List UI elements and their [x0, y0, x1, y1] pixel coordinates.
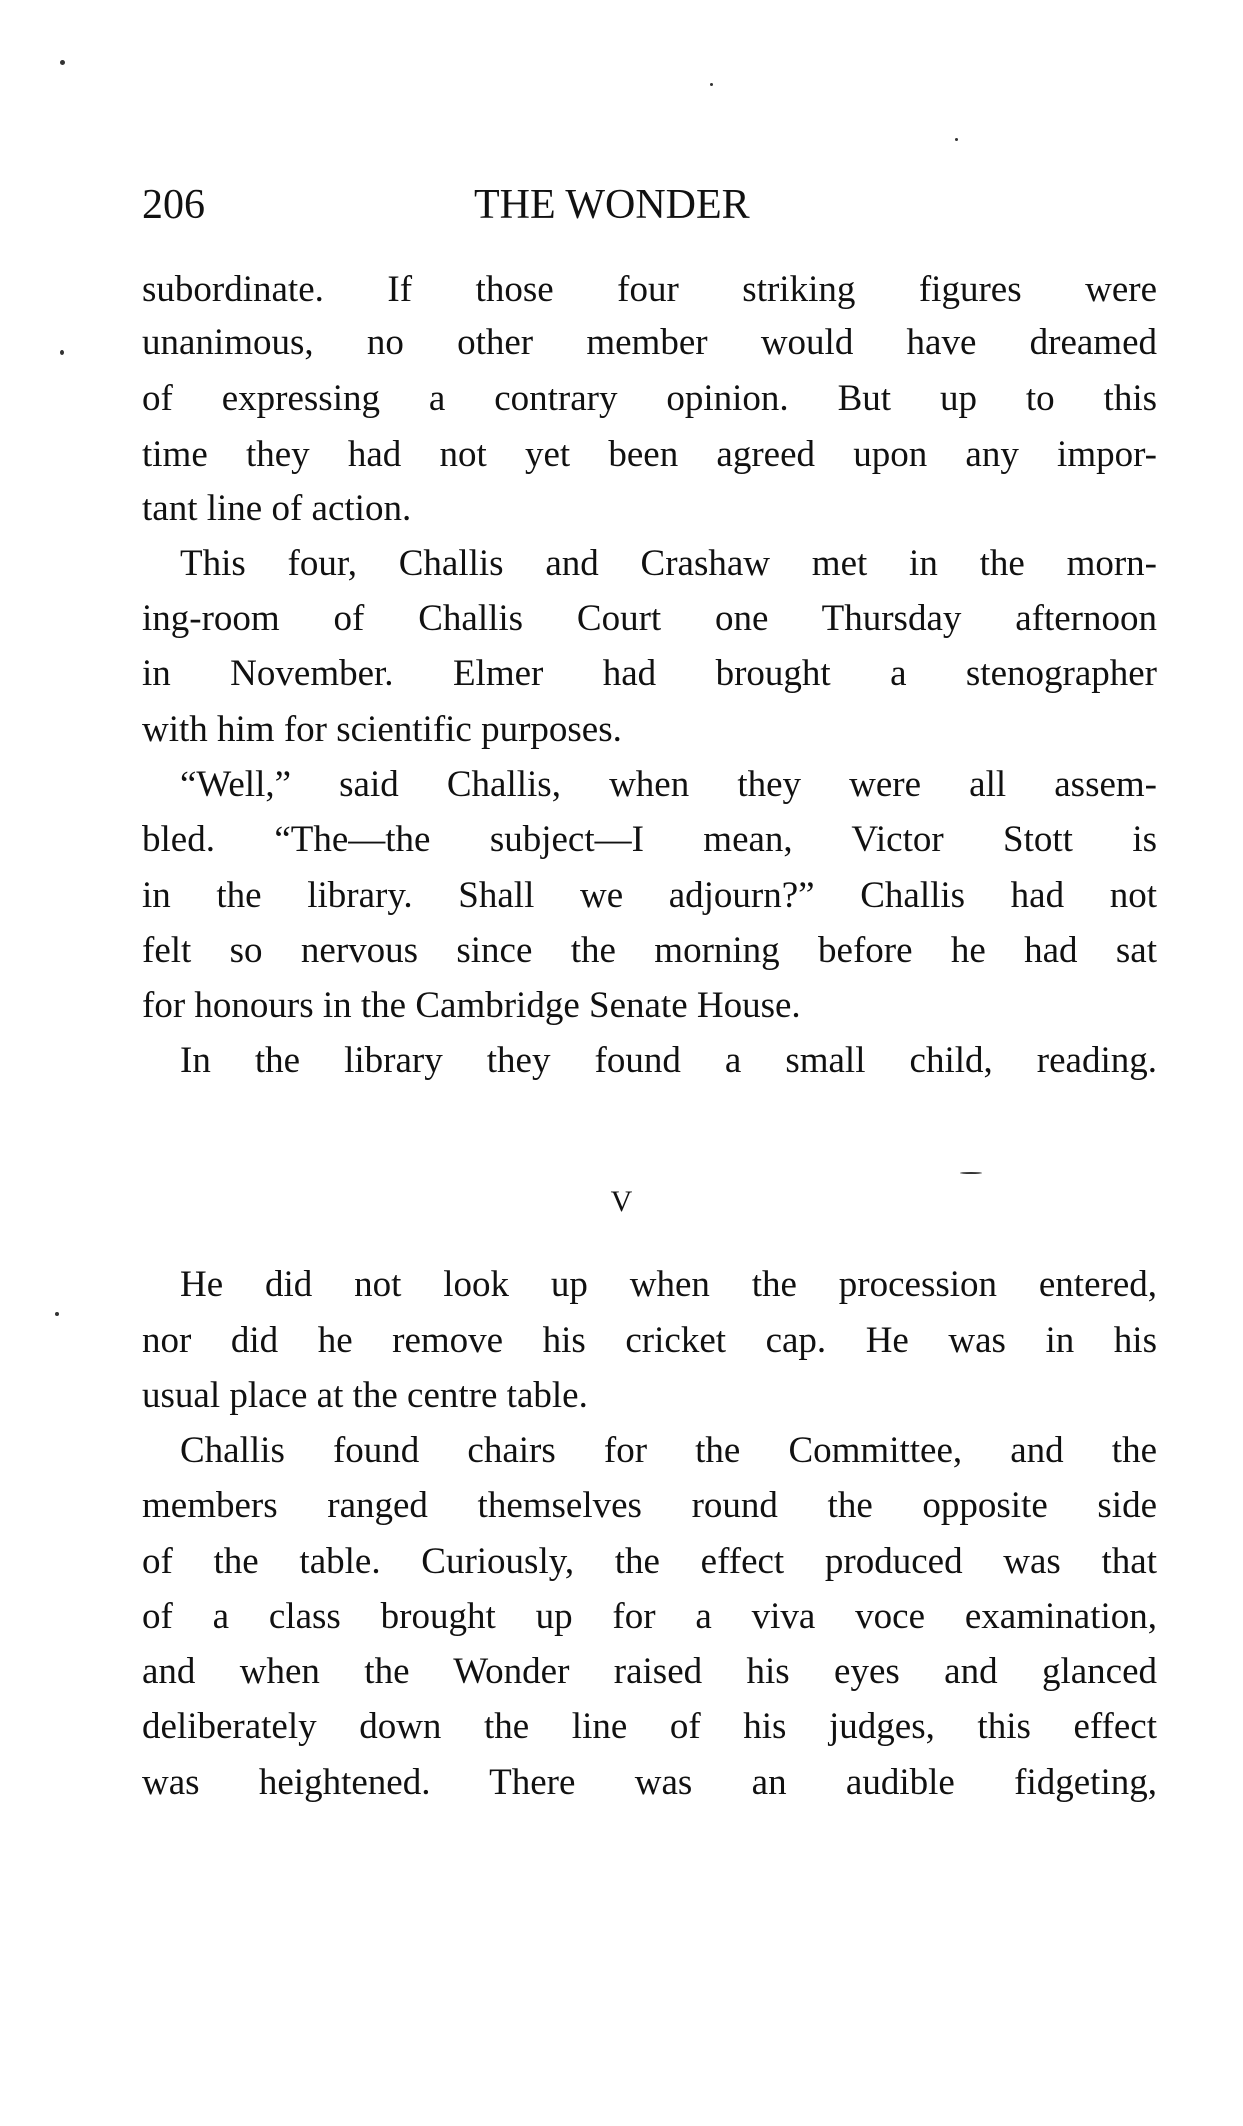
page-number: 206 [142, 182, 205, 228]
text-line: This four, Challis and Crashaw met in the morn- [180, 543, 1157, 584]
text-line: deliberately down the line of his judges, this effect [142, 1706, 1157, 1747]
text-line: usual place at the centre table. [142, 1375, 588, 1416]
running-title: THE WONDER [474, 182, 750, 228]
text-line: He did not look up when the procession entered, [180, 1264, 1157, 1305]
text-line: and when the Wonder raised his eyes and glanced [142, 1651, 1157, 1692]
text-line: bled. “The—the subject—I mean, Victor Stott is [142, 819, 1157, 860]
scan-speck [55, 1312, 59, 1316]
text-line: ing-room of Challis Court one Thursday afternoon [142, 598, 1157, 639]
text-line: subordinate. If those four striking figures were [142, 269, 1157, 310]
scan-speck [710, 83, 713, 86]
text-line: “Well,” said Challis, when they were all assem- [180, 764, 1157, 805]
text-line: tant line of action. [142, 488, 412, 529]
text-line: unanimous, no other member would have dreamed [142, 322, 1157, 363]
text-line: in November. Elmer had brought a stenographer [142, 653, 1157, 694]
text-line: of expressing a contrary opinion. But up to this [142, 378, 1157, 419]
text-line: with him for scientific purposes. [142, 709, 622, 750]
scan-speck [960, 1172, 982, 1174]
text-line: time they had not yet been agreed upon any impor- [142, 434, 1157, 475]
section-heading: V [610, 1185, 633, 1218]
text-line: In the library they found a small child, reading. [180, 1040, 1157, 1081]
scan-speck [955, 138, 958, 141]
text-line: of the table. Curiously, the effect produced was that [142, 1541, 1157, 1582]
scan-speck [60, 350, 64, 355]
text-line: felt so nervous since the morning before he had sat [142, 930, 1157, 971]
text-line: nor did he remove his cricket cap. He was in his [142, 1320, 1157, 1361]
scan-speck [60, 60, 65, 65]
text-line: in the library. Shall we adjourn?” Challis had not [142, 875, 1157, 916]
text-line: of a class brought up for a viva voce examination, [142, 1596, 1157, 1637]
text-line: members ranged themselves round the opposite side [142, 1485, 1157, 1526]
text-line: for honours in the Cambridge Senate House. [142, 985, 801, 1026]
text-line: Challis found chairs for the Committee, and the [180, 1430, 1157, 1471]
text-line: was heightened. There was an audible fidgeting, [142, 1762, 1157, 1803]
